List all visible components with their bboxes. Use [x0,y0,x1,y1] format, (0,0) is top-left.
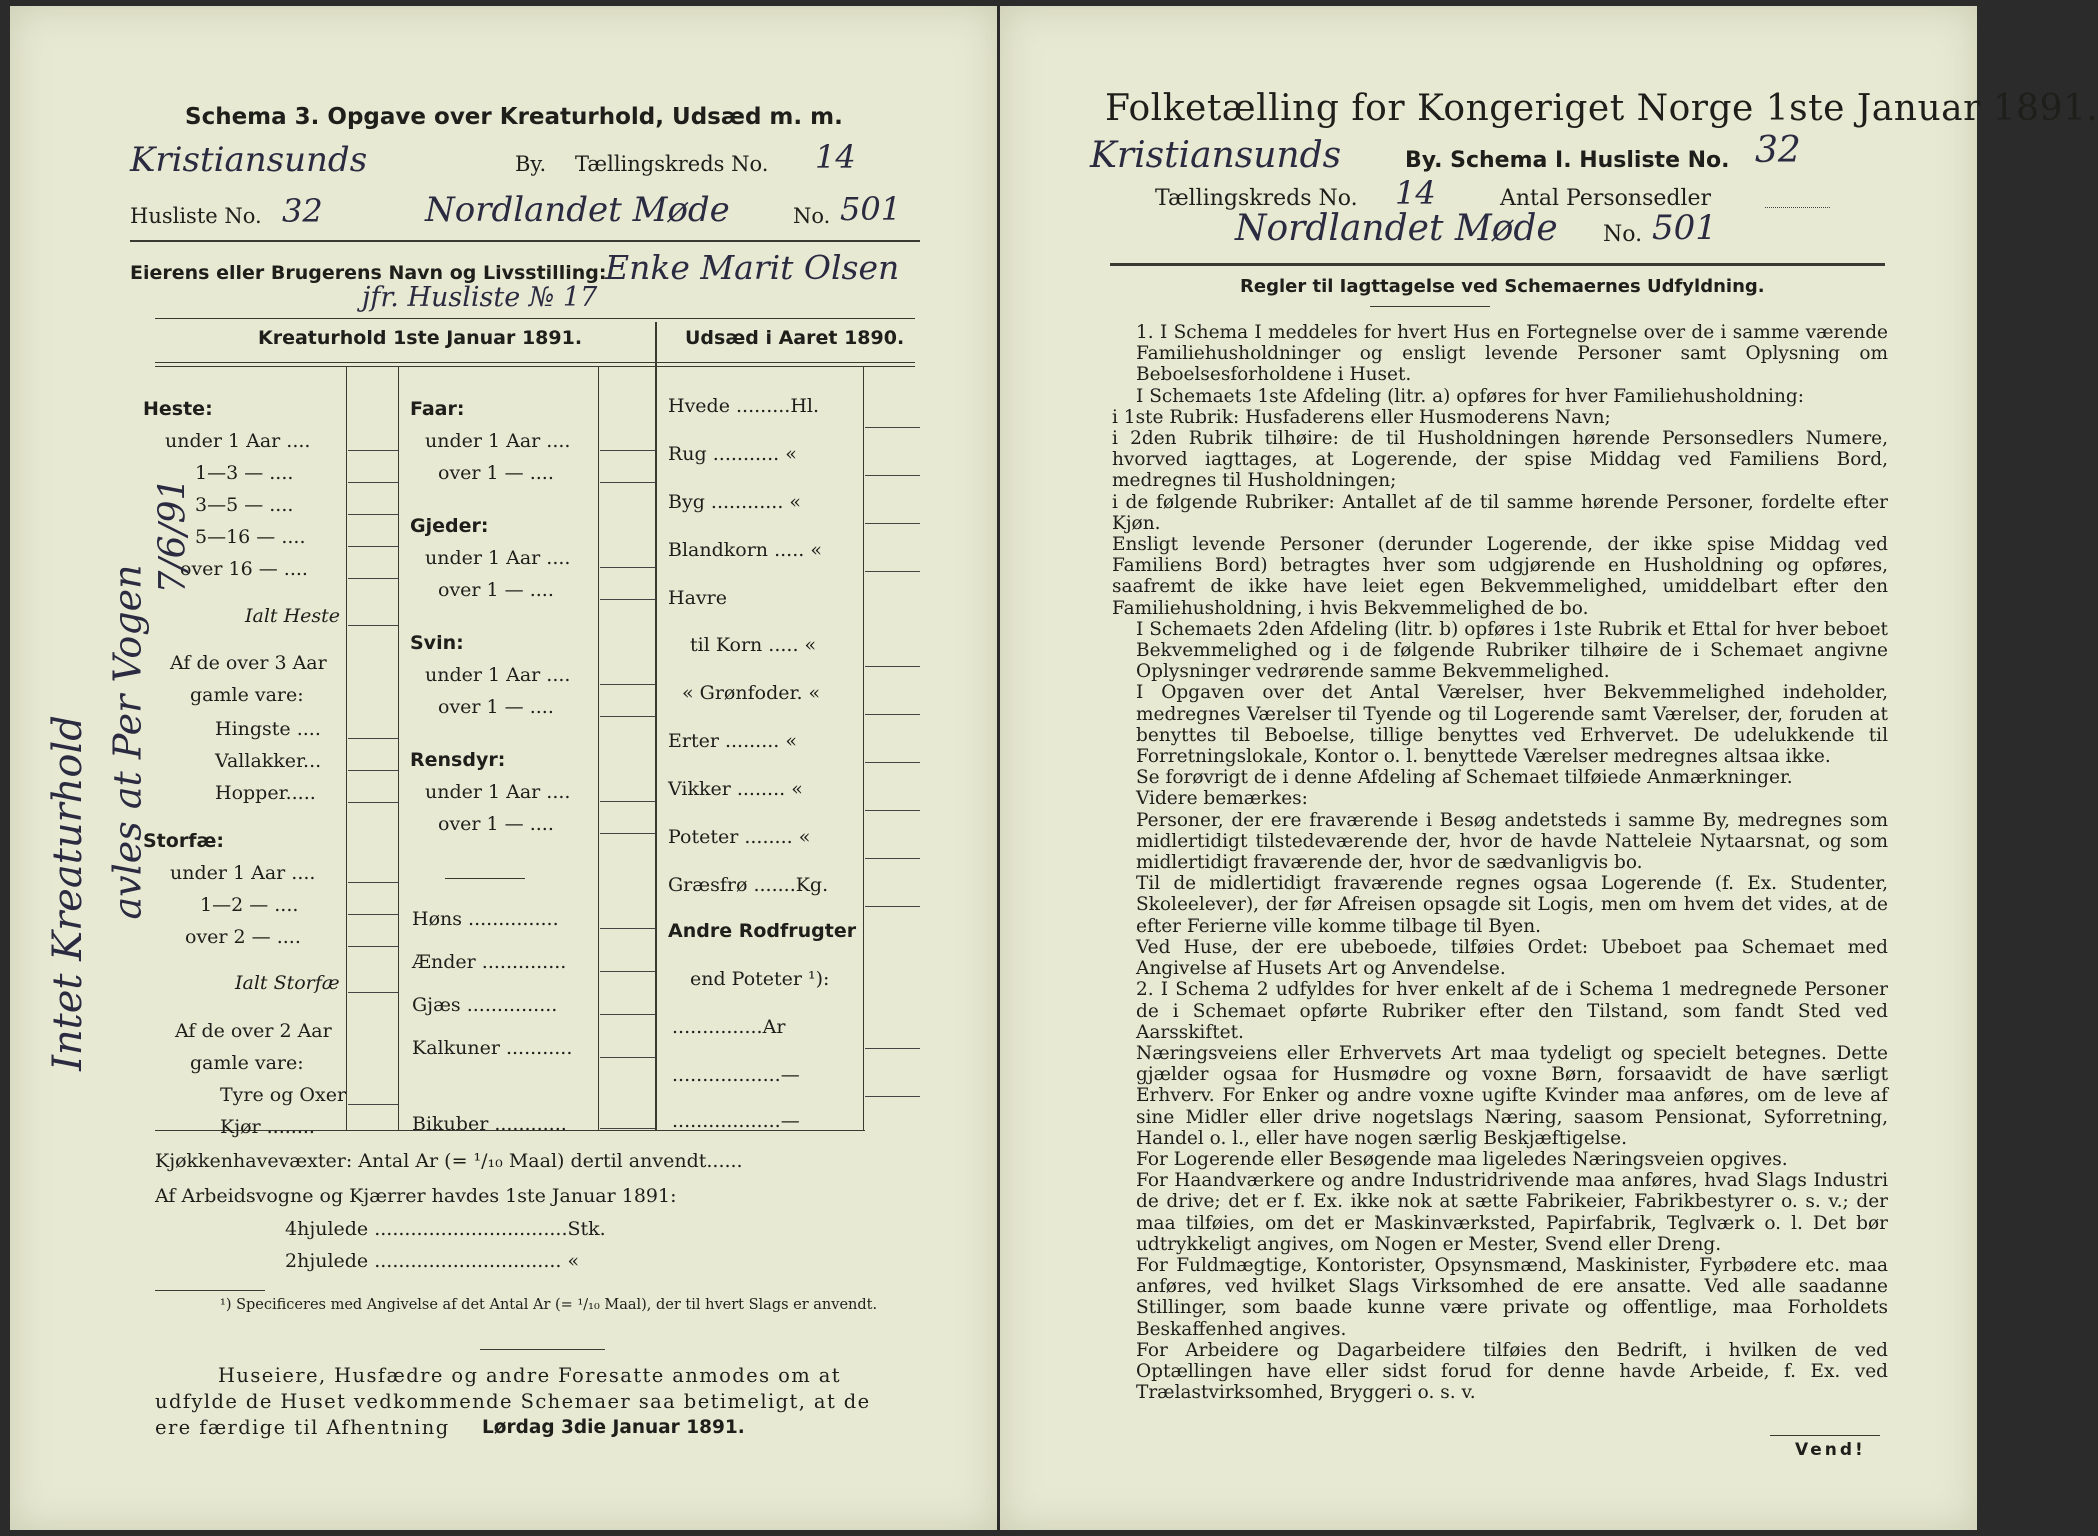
left-husliste-handwritten: 32 [282,192,323,230]
rule-paragraph: I Schemaets 1ste Afdeling (litr. a) opføres for hver Familiehusholdning: [1136,385,1804,407]
entry-blank[interactable] [348,578,398,579]
left-no-handwritten: 501 [840,190,902,228]
col1-label: over 2 — .... [185,926,301,948]
census-title: Folketælling for Kongeriget Norge 1ste Januar 1891. [1105,88,2098,129]
entry-blank[interactable] [348,992,398,993]
rule-paragraph: Til de midlertidigt fraværende regnes ogsaa Logerende (f. Ex. Studenter, Skoleelever), der før Afreisen opsagde sit Logis, men om hvem det vides, at de efter Ferierne ville komme tilbage til Byen. [1136,873,1888,937]
divider [1370,306,1490,307]
entry-blank[interactable] [600,599,655,600]
col1-label: Ialt Heste [245,605,341,627]
col3-label: Poteter ........ « [668,826,811,848]
owner-handwritten-2: jfr. Husliste № 17 [362,282,598,313]
margin-note: Intet Kreaturhold [44,715,91,1071]
entry-blank[interactable] [348,482,398,483]
rule-paragraph: For Haandværkere og andre Industridrivende maa anføres, hvad Slags Industri de drive; det er f. Ex. ikke nok at sætte Fabrikeier, Fabrikbestyrer o. s. v.; der maa tilføies, om det er Maskinværksted, Papirfabrik, Teglværk o. l. Det bør udtrykkeligt angives, om Nogen er Mester, Svend eller Dreng. [1136,1170,1888,1255]
col1-label: 3—5 — .... [195,494,294,516]
closing-date: Lørdag 3die Januar 1891. [482,1417,745,1438]
col3-label: ...............Ar [672,1016,786,1038]
col1-label: Storfæ: [143,830,224,852]
divider [130,240,920,242]
entry-blank[interactable] [600,1128,655,1129]
col1-label: Af de over 2 Aar [175,1020,332,1042]
divider [155,362,915,363]
left-by-label: By. [515,152,547,176]
entry-blank[interactable] [865,1048,920,1049]
right-no-label: No. [1603,222,1643,247]
rule-paragraph: Ved Huse, der ere ubeboede, tilføies Ordet: Ubeboet paa Schemaet med Angivelse af Husets Art og Anvendelse. [1136,936,1888,980]
entry-blank[interactable] [600,567,655,568]
col2-label: over 1 — .... [438,579,554,601]
entry-blank[interactable] [600,450,655,451]
owner-label: Eierens eller Brugerens Navn og Livsstilling: [130,262,607,284]
entry-blank[interactable] [348,946,398,947]
entry-blank[interactable] [348,914,398,915]
entry-blank[interactable] [348,450,398,451]
left-kreds-label: Tællingskreds No. [575,152,769,176]
col3-label: « Grønfoder. « [682,682,821,704]
entry-blank[interactable] [865,1096,920,1097]
column-rule [598,366,599,1130]
entry-blank[interactable] [600,482,655,483]
entry-blank[interactable] [865,906,920,907]
col2-label: Ænder .............. [412,951,567,973]
col2-label: under 1 Aar .... [425,547,571,569]
rule-paragraph: i de følgende Rubriker: Antallet af de til samme hørende Personer, fordelte efter Kjøn. [1112,491,1888,534]
antal-personsedler-label: Antal Personsedler [1500,186,1712,211]
antal-blank[interactable] [1765,207,1830,208]
col1-label: Heste: [143,398,213,420]
left-husliste-label: Husliste No. [130,204,262,228]
rule-paragraph: i 1ste Rubrik: Husfaderens eller Husmoderens Navn; [1112,406,1611,428]
column-rule [398,366,399,1130]
col3-label: Andre Rodfrugter [668,920,857,942]
divider [445,878,525,879]
rule-paragraph: Se forøvrigt de i denne Afdeling af Schemaet tilføiede Anmærkninger. [1136,767,1793,789]
rules-text [1112,322,1888,1403]
col3-label: ..................— [672,1110,800,1132]
margin-note-date: 7/6/91 [152,477,194,594]
schema3-title: Schema 3. Opgave over Kreaturhold, Udsæd m. m. [185,104,843,130]
entry-blank[interactable] [865,475,920,476]
col2-label: over 1 — .... [438,813,554,835]
right-street-handwritten: Nordlandet Møde [1235,208,1558,249]
column-rule [346,366,347,1130]
col2-label: under 1 Aar .... [425,430,571,452]
footnote: ¹) Specificeres med Angivelse af det Antal Ar (= ¹/₁₀ Maal), der til hvert Slags er anvendt. [220,1297,878,1313]
column-rule [655,322,657,1130]
entry-blank[interactable] [600,971,655,972]
margin-note: avles at Per Vogen [105,564,150,920]
hjul4-line: 4hjulede ................................Stk. [285,1218,606,1240]
col3-label: ..................— [672,1064,800,1086]
kreatur-header: Kreaturhold 1ste Januar 1891. [258,327,583,349]
entry-blank[interactable] [600,1057,655,1058]
column-rule [863,366,864,1130]
entry-blank[interactable] [865,427,920,428]
divider [155,366,915,367]
col2-label: Gjeder: [410,515,489,537]
entry-blank[interactable] [348,770,398,771]
col3-label: Rug ........... « [668,443,797,465]
closing-text: Huseiere, Husfædre og andre Foresatte anmodes om at [218,1364,841,1387]
entry-blank[interactable] [600,833,655,834]
col1-label: under 1 Aar .... [170,862,316,884]
col2-label: over 1 — .... [438,462,554,484]
entry-blank[interactable] [865,666,920,667]
left-kreds-handwritten: 14 [815,138,856,176]
entry-blank[interactable] [348,1104,398,1105]
divider [1770,1435,1880,1436]
col1-label: gamle vare: [190,684,304,706]
col1-label: Hingste .... [215,718,321,740]
right-no-handwritten: 501 [1652,208,1717,248]
col2-label: Bikuber ............ [412,1113,567,1135]
hjul2-line: 2hjulede ............................... « [285,1250,580,1272]
entry-blank[interactable] [600,716,655,717]
rule-paragraph: i 2den Rubrik tilhøire: de til Husholdningen hørende Personsedlers Numere, hvorved iagttages, at Logerende, der spise Middag ved Familiens Bord, medregnes til Husholdningen; [1112,428,1888,492]
closing-text: ere færdige til Afhentning [155,1416,450,1439]
rule-paragraph: For Fuldmægtige, Kontorister, Opsynsmænd, Maskinister, Fyrbødere etc. maa anføres, ved hvilket Slags Virksomhed de ere ansatte. Ved alle saadanne Stillinger, som baade kunne være private og offentlige, maa Forholdets Beskaffenhed angives. [1136,1254,1888,1340]
owner-handwritten: Enke Marit Olsen [605,248,900,287]
entry-blank[interactable] [348,802,398,803]
col2-label: Rensdyr: [410,749,506,771]
rule-paragraph: For Arbeidere og Dagarbeidere tilføies den Bedrift, i hvilken de ved Optællingen have eller sidst forud for denne havde Arbeide, f. Ex. ved Trælastvirksomhed, Bryggeri o. s. v. [1136,1339,1888,1404]
right-husliste-handwritten: 32 [1755,130,1801,171]
col2-label: Faar: [410,398,465,420]
entry-blank[interactable] [865,523,920,524]
entry-blank[interactable] [348,625,398,626]
right-city-handwritten: Kristiansunds [1090,135,1342,176]
entry-blank[interactable] [600,684,655,685]
col3-label: Havre [668,587,727,609]
entry-blank[interactable] [865,762,920,763]
col1-label: Ialt Storfæ [235,972,340,994]
entry-blank[interactable] [348,546,398,547]
col3-label: Erter ......... « [668,730,797,752]
rule-paragraph: I Schemaets 2den Afdeling (litr. b) opføres i 1ste Rubrik et Ettal for hver beboet Bekvemmelighed og i de følgende Rubriker tilhøire de i Schemaet angivne Oplysninger vedrørende samme Bekvemmelighed. [1136,618,1888,683]
col1-label: under 1 Aar .... [165,430,311,452]
divider [155,1290,265,1291]
left-city-handwritten: Kristiansunds [130,140,368,180]
entry-blank[interactable] [865,810,920,811]
entry-blank[interactable] [600,928,655,929]
col1-label: 5—16 — .... [195,526,306,548]
rule-paragraph: For Logerende eller Besøgende maa ligeledes Næringsveien opgives. [1136,1148,1788,1170]
col1-label: 1—2 — .... [200,894,299,916]
rule-paragraph: Personer, der ere fraværende i Besøg andetsteds i samme By, medregnes som midlertidigt tilstedeværende der, hvor de havde Natteleie Nytaarsnat, og som midlertidigt fraværende der, hvor de sædvanligvis bo. [1136,809,1888,874]
divider [480,1349,605,1350]
entry-blank[interactable] [865,714,920,715]
col1-label: Vallakker... [215,750,322,772]
col3-label: Hvede .........Hl. [668,395,820,417]
entry-blank[interactable] [348,514,398,515]
entry-blank[interactable] [865,858,920,859]
col1-label: Tyre og Oxer [220,1084,347,1106]
rule-paragraph: 2. I Schema 2 udfyldes for hver enkelt af de i Schema 1 medregnede Personer de i Schemaet opførte Rubriker efter den Tilstand, som fandt Sted ved Aarsskiftet. [1136,979,1888,1043]
entry-blank[interactable] [865,571,920,572]
divider [155,318,915,319]
col2-label: Svin: [410,632,464,654]
col2-label: under 1 Aar .... [425,781,571,803]
entry-blank[interactable] [600,1014,655,1015]
rule-paragraph: 1. I Schema I meddeles for hvert Hus en Fortegnelse over de i samme værende Familiehusholdninger og ensligt levende Personer samt Oplysning om Beboelsesforholdene i Huset. [1136,322,1888,386]
left-no-label: No. [793,204,831,228]
entry-blank[interactable] [348,738,398,739]
col2-label: Høns ............... [412,908,559,930]
right-by-schema: By. Schema I. Husliste No. [1405,148,1730,173]
rules-title: Regler til Iagttagelse ved Schemaernes Udfyldning. [1240,276,1765,297]
right-kreds-label: Tællingskreds No. [1155,186,1358,211]
col2-label: under 1 Aar .... [425,664,571,686]
col3-label: end Poteter ¹): [690,968,830,990]
closing-text: udfylde de Huset vedkommende Schemaer saa betimeligt, at de [155,1390,871,1413]
rule-paragraph: I Opgaven over det Antal Værelser, hver Bekvemmelighed indeholder, medregnes Værelser til Tyende og til Logerende samt Værelser, der, foruden at benyttes til Beboelse, tillige benyttes ved Erhvervet. De udelukkende til Forretningslokale, Kontor o. l. benyttede Værelser medregnes altsaa ikke. [1136,682,1888,768]
kjokken-line: Kjøkkenhavevæxter: Antal Ar (= ¹/₁₀ Maal) dertil anvendt...... [155,1150,743,1172]
vend-label: Vend! [1795,1440,1866,1460]
col1-label: Kjør ........ [220,1116,315,1138]
col1-label: gamle vare: [190,1052,304,1074]
divider [1110,263,1885,266]
udsaed-header: Udsæd i Aaret 1890. [685,327,905,349]
entry-blank[interactable] [348,882,398,883]
rule-paragraph: Næringsveiens eller Erhvervets Art maa tydeligt og specielt betegnes. Dette gjælder ogsaa for Husmødre og voxne Børn, forsaavidt de have særligt Erhverv. For Enker og andre voxne ugifte Kvinder maa anføres, om de leve af sine Midler eller drive nogetslags Næring, saasom Pensionat, Syforretning, Handel o. l., eller have nogen særlig Beskjæftigelse. [1136,1042,1888,1149]
col2-label: Gjæs ............... [412,994,558,1016]
col2-label: over 1 — .... [438,696,554,718]
col1-label: over 16 — .... [180,558,308,580]
col1-label: Af de over 3 Aar [170,652,327,674]
right-kreds-handwritten: 14 [1395,174,1436,212]
col3-label: Blandkorn ..... « [668,539,822,561]
col3-label: Vikker ........ « [668,778,803,800]
col3-label: Byg ............ « [668,491,802,513]
rule-paragraph: Videre bemærkes: [1136,788,1308,810]
entry-blank[interactable] [600,801,655,802]
left-street-handwritten: Nordlandet Møde [425,190,730,230]
col1-label: Hopper..... [215,782,316,804]
col3-label: til Korn ..... « [690,634,817,656]
rule-paragraph: Ensligt levende Personer (derunder Logerende, der ikke spise Middag ved Familiens Bord) betragtes hver som udgjørende en Husholdning og opføres, saafremt de ikke have leiet egen Bekvemmelighed, umiddelbart efter den Familiehusholdning, i hvis Bekvemmelighed de bo. [1112,534,1888,619]
col2-label: Kalkuner ........... [412,1037,573,1059]
col3-label: Græsfrø .......Kg. [668,874,829,896]
col1-label: 1—3 — .... [195,462,294,484]
arbeid-line: Af Arbeidsvogne og Kjærrer havdes 1ste Januar 1891: [155,1185,677,1207]
